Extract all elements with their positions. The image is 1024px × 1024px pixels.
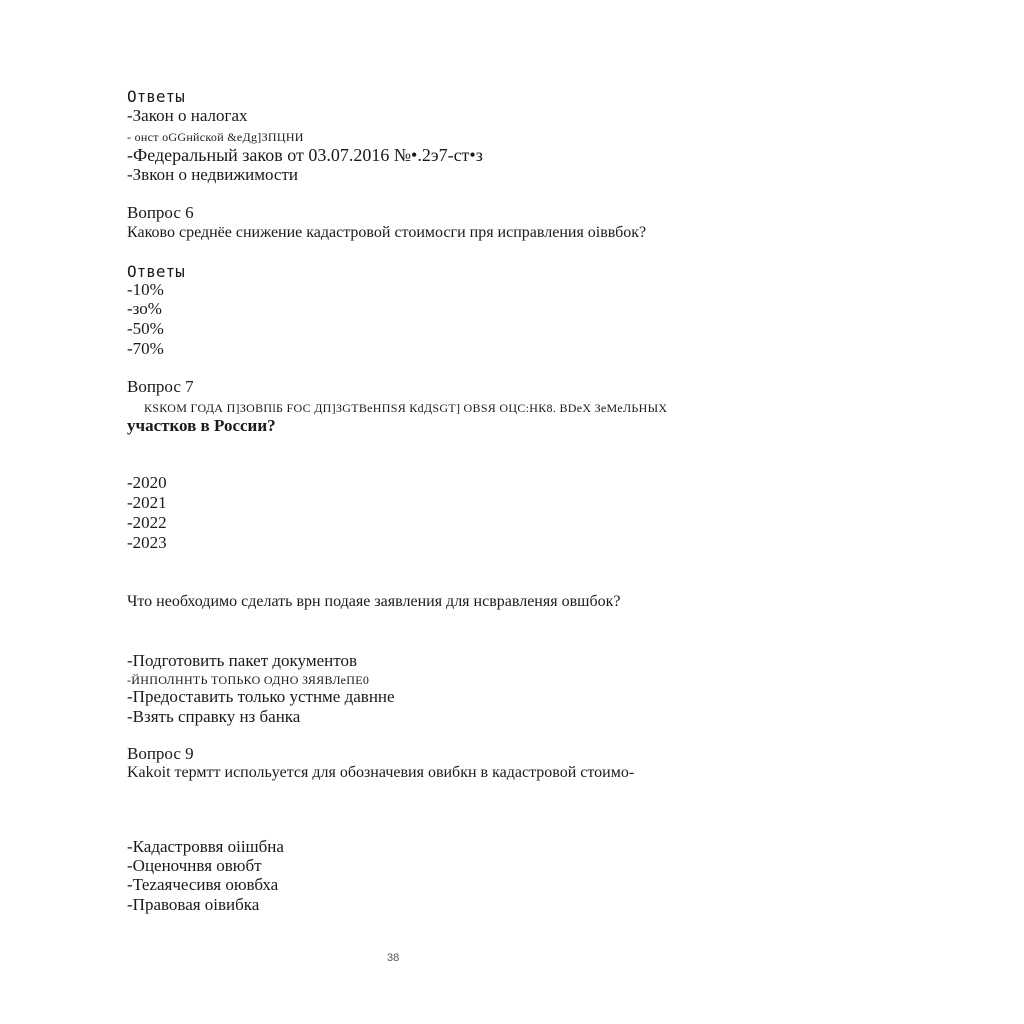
question-title: Вопрос 6 <box>127 203 194 222</box>
question-text-line1: КSКОМ ГОДА П]ЗОВПlБ FОС ДП]ЗGТВеНПSЯ КdДSGТ] ОВSЯ ОЦС:НК8. ВDеХ ЗеМеЛЬНЫХ <box>144 401 668 415</box>
answer-option: -Кадастроввя оiiшбна <box>127 837 284 856</box>
question-text-line2: участков в России? <box>127 416 276 435</box>
question-text: Что необходимо сделать врн подаяе заявления для нсвравленяя овшбок? <box>127 593 621 610</box>
question-text: Kakoit термтт испольуется для обозначевия овибкн в кадастровой стоимо- <box>127 764 635 781</box>
answer-option: -Взять справку нз банка <box>127 707 301 726</box>
answer-option: -70% <box>127 339 164 358</box>
answer-option: -ЙНПОЛННТЬ ТОПЬКО ОДНО ЗЯЯВЛеПЕ0 <box>127 673 370 687</box>
answer-option: -2022 <box>127 513 167 532</box>
answers-heading-1: Ответы <box>127 87 185 106</box>
answer-option: -Федеральный заков от 03.07.2016 №•.2э7-ст•з <box>127 145 483 165</box>
answer-option: -2023 <box>127 533 167 552</box>
answer-option: -10% <box>127 280 164 299</box>
answer-option: -Правовая оiвибка <box>127 895 260 914</box>
answers-heading-2: Ответы <box>127 262 185 281</box>
answer-option: -зо% <box>127 299 162 318</box>
answer-option: - онст оGGнйской &еДg]ЗПЦНИ <box>127 130 304 144</box>
answer-option: -Оценочнвя овюбт <box>127 856 262 875</box>
answer-option: -Подготовить пакет документов <box>127 651 357 670</box>
answer-option: -Закон о налогах <box>127 106 248 125</box>
answer-option: -Tezаячесивя оювбха <box>127 875 279 894</box>
page-number: 38 <box>387 952 400 964</box>
question-title: Вопрос 9 <box>127 744 194 763</box>
answer-option: -50% <box>127 319 164 338</box>
answer-option: -2021 <box>127 493 167 512</box>
question-text: Каково среднёе снижение кадастровой стоимосги пря исправления оiввбок? <box>127 224 647 241</box>
question-title: Вопрос 7 <box>127 377 194 396</box>
answer-option: -Предоставить только устнме давнне <box>127 687 395 706</box>
answer-option: -Звкон о недвижимости <box>127 165 298 184</box>
answer-option: -2020 <box>127 473 167 492</box>
